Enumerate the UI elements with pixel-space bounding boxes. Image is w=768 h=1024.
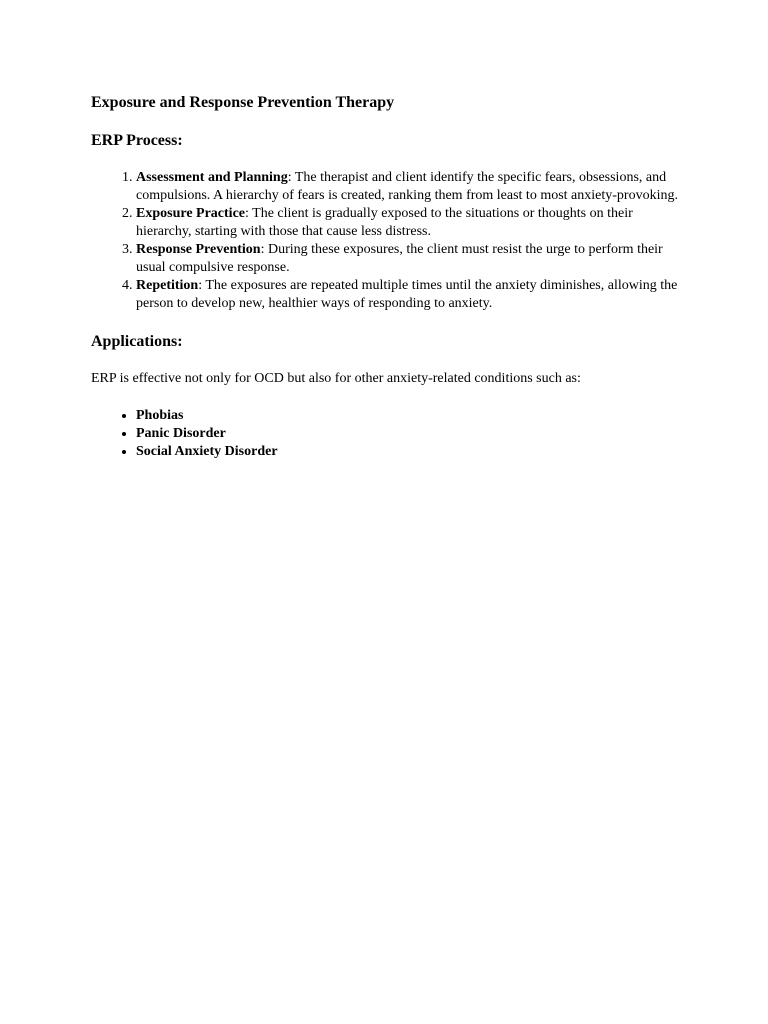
list-item: • Social Anxiety Disorder xyxy=(136,443,678,461)
step-term: Exposure Practice xyxy=(136,206,245,221)
conditions-list xyxy=(91,407,678,461)
step-term: Assessment and Planning xyxy=(136,170,288,185)
step-term: Repetition xyxy=(136,278,199,293)
erp-process-heading: ERP Process: xyxy=(91,132,183,149)
document-title: Exposure and Response Prevention Therapy xyxy=(91,94,395,111)
list-item xyxy=(136,169,678,205)
step-term: Response Prevention xyxy=(136,242,261,257)
step-description: : During these exposures, the client must resist the urge to perform their usual compulsive response. xyxy=(136,242,663,275)
list-item xyxy=(136,241,678,277)
applications-heading: Applications: xyxy=(91,333,183,350)
erp-process-list xyxy=(91,169,678,313)
step-description: : The therapist and client identify the specific fears, obsessions, and compulsions. A hierarchy of fears is created, ranking them from least to most anxiety-provoking. xyxy=(136,170,678,203)
list-item xyxy=(136,277,678,313)
list-item: • Phobias xyxy=(136,407,678,425)
step-description: : The client is gradually exposed to the situations or thoughts on their hierarchy, starting with those that cause less distress. xyxy=(136,206,633,239)
step-description: : The exposures are repeated multiple times until the anxiety diminishes, allowing the person to develop new, healthier ways of responding to anxiety. xyxy=(136,278,678,311)
list-item xyxy=(136,205,678,241)
list-item: • Panic Disorder xyxy=(136,425,678,443)
applications-intro: ERP is effective not only for OCD but also for other anxiety-related conditions such as: xyxy=(91,371,581,386)
